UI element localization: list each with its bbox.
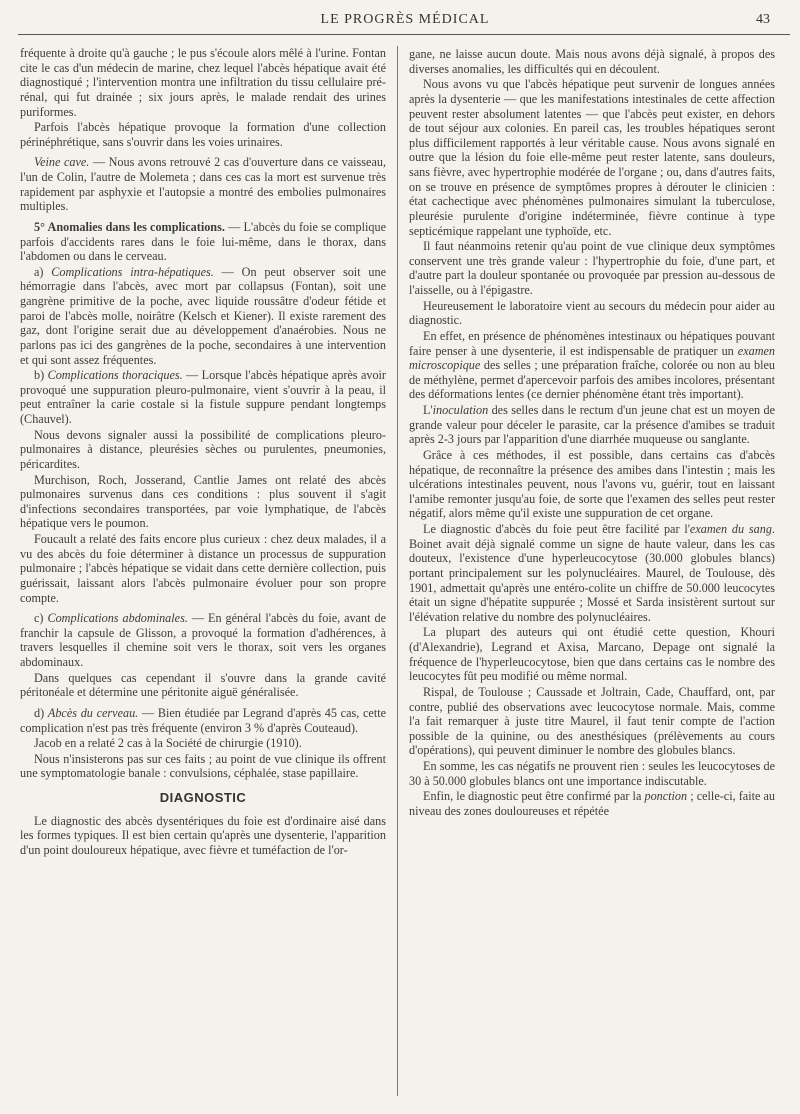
journal-title: LE PROGRÈS MÉDICAL <box>320 12 490 27</box>
subheading-intra-hepatiques: Complications intra-hépatiques. <box>51 264 214 279</box>
paragraph: Parfois l'abcès hépatique provoque la formation d'une collection périnéphrétique, sans s'ouvrir dans les voies urinaires. <box>20 120 386 149</box>
paragraph-complications-b: b) Complications thoraciques. — Lorsque l'abcès hépatique après avoir provoqué une suppuration pleuro-pulmonaire, vient s'ouvrir à la peau, il peut entraîner la carie costale si la fistule suppure pendant longtemps (Chauvel). <box>20 368 386 426</box>
section-title-diagnostic: DIAGNOSTIC <box>159 790 247 805</box>
paragraph-complications-c: c) Complications abdominales. — En général l'abcès du foie, avant de franchir la capsule de Glisson, a provoqué la formation d'adhérences, à travers lesquelles il chemine soit vers le thorax, soit vers les organes abdominaux. <box>20 611 386 669</box>
paragraph: La plupart des auteurs qui ont étudié cette question, Khouri (d'Alexandrie), Legrand et Axisa, Marcano, Depage ont signalé la fréquence de l'hyperleucocytose, bien que dans certains cas le nombre des leucocytes fût peu modifié ou même normal. <box>409 625 775 684</box>
paragraph-complications-a: a) Complications intra-hépatiques. — On peut observer soit une hémorragie dans l'abcès, avec mort par collapsus (Fontan), soit une gangrène primitive de la poche, avec liquide roussâtre d'odeur fétide et paroi de l'abcès molle, noirâtre (Kelsch et Kiener). Il existe rarement des gaz, dont l'origine serait due au développement d'anaérobies. Nous ne parlons pas ici des gangrènes de la poche, secondaires à une intervention et qui sont assez fréquentes. <box>20 264 386 367</box>
subheading-thoraciques: Complications thoraciques. <box>47 368 183 383</box>
subheading-abdominales: Complications abdominales. <box>47 611 188 626</box>
emphasis-examen-du-sang: examen du sang <box>689 522 772 536</box>
subheading-veine-cave: Veine cave. <box>34 155 90 170</box>
paragraph: Le diagnostic des abcès dysentériques du foie est d'ordinaire aisé dans les formes typiques. Il est bien certain qu'après une dysenterie, l'apparition d'un point douloureux hépatique, avec fièvre et tuméfaction de l'or- <box>20 813 386 857</box>
paragraph-examen-du-sang: Le diagnostic d'abcès du foie peut être facilité par l'examen du sang. Boinet avait déjà signalé comme un signe de haute valeur, dans les cas douteux, l'existence d'une hyperleucocytose (30.000 globules blancs) portant principalement sur les polynucléaires. Maurel, de Toulouse, dès 1901, admettait qu'après une entéro-colite un chiffre de 50.000 leucocytes était un signe d'hépatite suppurée ; Mossé et Sarda insistèrent surtout sur l'élévation relative du nombre des polynucléaires. <box>409 522 775 624</box>
paragraph-inoculation: L'inoculation des selles dans le rectum d'un jeune chat est un moyen de grande valeur pour déceler le parasite, car la présence d'amibes se traduit après 2-3 jours par l'apparition d'une diarrhée muqueuse ou sanglante. <box>409 403 775 447</box>
paragraph-veine-cave: Veine cave. — Nous avons retrouvé 2 cas d'ouverture dans ce vaisseau, l'un de Colin, l'autre de Molemeta ; dans ces cas la mort est survenue très rapidement par asphyxie et l'autopsie a montré des embolies pulmonaires multiples. <box>20 155 386 214</box>
subheading-anomalies: 5° Anomalies dans les complications. <box>34 219 225 234</box>
paragraph: Nous n'insisterons pas sur ces faits ; au point de vue clinique ils offrent une symptomatologie banale : convulsions, céphalée, stase papillaire. <box>20 751 386 781</box>
paragraph: En somme, les cas négatifs ne prouvent rien : seules les leucocytoses de 30 à 50.000 globules blancs ont une importance indiscutable. <box>409 759 775 788</box>
emphasis-ponction: ponction <box>644 789 688 804</box>
paragraph: Foucault a relaté des faits encore plus curieux : chez deux malades, il a vu des abcès du foie déterminer à distance un processus de suppuration pulmonaire ; l'abcès hépatique se vidait dans cette dernière collection, puis guérissait, laissant alors l'abcès pulmonaire évoluer pour son propre compte. <box>20 532 386 605</box>
paragraph: Jacob en a relaté 2 cas à la Société de chirurgie (1910). <box>34 736 302 751</box>
paragraph: Dans quelques cas cependant il s'ouvre dans la grande cavité péritonéale et détermine une péritonite aiguë généralisée. <box>20 670 386 700</box>
paragraph: Murchison, Roch, Josserand, Cantlie James ont relaté des abcès pulmonaires survenus dans ces conditions : plus souvent il s'agit d'infections secondaires transportées, par voie lymphatique, de l'abcès hépatique vers le poumon. <box>20 472 386 531</box>
paragraph-complications-d: d) Abcès du cerveau. — Bien étudiée par Legrand d'après 45 cas, cette complication n'est pas très fréquente (environ 3 % d'après Couteaud). <box>20 705 386 735</box>
page-number: 43 <box>756 12 770 27</box>
running-head <box>20 12 790 34</box>
header-rule <box>18 34 790 35</box>
right-column <box>409 47 775 1105</box>
paragraph-anomalies: 5° Anomalies dans les complications. — L'abcès du foie se complique parfois d'accidents rares dans le foie lui-même, dans le thorax, dans l'abdomen ou dans le cerveau. <box>20 219 386 264</box>
paragraph: Heureusement le laboratoire vient au secours du médecin pour aider au diagnostic. <box>409 298 775 328</box>
paragraph: fréquente à droite qu'à gauche ; le pus s'écoule alors mêlé à l'urine. Fontan cite le cas d'un médecin de marine, chez lequel l'abcès hépatique avait été diagnostiqué ; l'intervention montra une infiltration du tissu cellulaire pré-rénal, qui fut drainée ; six jours après, le malade rendait des urines puriformes. <box>20 46 386 119</box>
column-divider <box>397 46 398 1096</box>
subheading-cerveau: Abcès du cerveau. <box>47 705 139 720</box>
paragraph: Grâce à ces méthodes, il est possible, dans certains cas d'abcès hépatique, de reconnaître la présence des amibes dans l'intestin ; mais les ulcérations intestinales peuvent, nous l'avons vu, guérir, tout en laissant l'amibe remonter jusqu'au foie, de sorte que l'examen des selles peut rester négatif, alors même qu'il existe une suppuration de cet organe. <box>409 447 775 521</box>
paragraph: Rispal, de Toulouse ; Caussade et Joltrain, Cade, Chauffard, ont, par contre, publié des observations avec leucocytose normale. Mais, comme l'a fait remarquer à juste titre Maurel, il faut tenir compte de l'action possible de la quinine, ou des anesthésiques (prélèvements au cours d'opérations), qui peuvent diminuer le nombre des globules blancs. <box>409 684 775 758</box>
paragraph: gane, ne laisse aucun doute. Mais nous avons déjà signalé, à propos des diverses anomalies, les difficultés qui en découlent. <box>409 47 775 76</box>
paragraph: Nous devons signaler aussi la possibilité de complications pleuro-pulmonaires à distance, pleurésies sèches ou purulentes, pneumonies, péricardites. <box>20 427 386 471</box>
paragraph-examen-microscopique: En effet, en présence de phénomènes intestinaux ou hépatiques pouvant faire penser à une dysenterie, il est indispensable de pratiquer un examen microscopique des selles ; une préparation fraîche, colorée ou non au bleu de méthylène, permet d'apercevoir parfois des amibes incolores, présentant des déformations lentes (ce dernier phénomène étant très important). <box>409 328 775 402</box>
paragraph: Nous avons vu que l'abcès hépatique peut survenir de longues années après la dysenterie — que les manifestations intestinales de cette affection peuvent rester absolument latentes — que l'abcès peut exister, en dehors de tout séjour aux colonies. En pareil cas, les troubles hépatiques seront plus difficilement rapportés à leur véritable cause. Nous avons signalé en outre que la lésion du foie elle-même peut rester latente, sans douleurs, sans fièvre, avec hypertrophie modérée de l'organe ; ou, dans d'autres faits, on se trouve en présence de symptômes propres à dérouter le clinicien : état cachectique avec phénomènes pulmonaires simulant la tuberculose, pleurésie purulente d'origine indéterminée, fièvre continue à type septicémique rappelant une typhoïde, etc. <box>409 77 775 238</box>
emphasis-examen-microscopique: examen microscopique <box>409 343 775 373</box>
emphasis-inoculation: inoculation <box>432 403 489 417</box>
paragraph: Il faut néanmoins retenir qu'au point de vue clinique deux symptômes conservent une très grande valeur : l'hypertrophie du foie, d'une part, et d'autre part la douleur spontanée ou provoquée par pression au-dessous de l'aisselle, ou à l'épigastre. <box>409 239 775 297</box>
left-column <box>20 46 386 1104</box>
paragraph-ponction: Enfin, le diagnostic peut être confirmé par la ponction ; celle-ci, faite au niveau des zones douloureuses et répétée <box>409 789 775 818</box>
